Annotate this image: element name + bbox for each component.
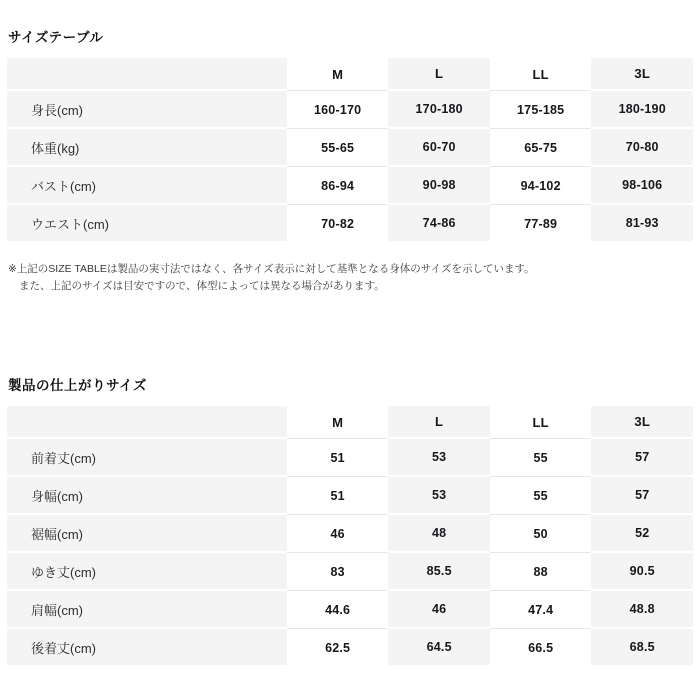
table-row-waist xyxy=(7,205,693,243)
table-row-bust xyxy=(7,167,693,205)
row-label: 前着丈(cm) xyxy=(7,439,287,477)
cell-value: 50 xyxy=(490,515,592,553)
table-row-front-length xyxy=(7,439,693,477)
table-row-shoulder-width xyxy=(7,591,693,629)
row-label: 身長(cm) xyxy=(7,91,287,129)
finished-size-table-title: 製品の仕上がりサイズ xyxy=(8,378,147,393)
cell-value: 81-93 xyxy=(591,205,693,243)
cell-value: 51 xyxy=(287,439,389,477)
cell-value: 55 xyxy=(490,439,592,477)
size-table-col-ll: LL xyxy=(490,58,592,91)
cell-value: 65-75 xyxy=(490,129,592,167)
table-row-hem-width xyxy=(7,515,693,553)
cell-value: 44.6 xyxy=(287,591,389,629)
size-table-note xyxy=(8,261,693,295)
cell-value: 90-98 xyxy=(388,167,490,205)
row-label: 体重(kg) xyxy=(7,129,287,167)
row-label: バスト(cm) xyxy=(7,167,287,205)
cell-value: 53 xyxy=(388,439,490,477)
row-label: 後着丈(cm) xyxy=(7,629,287,667)
table-row-weight xyxy=(7,129,693,167)
row-label: 身幅(cm) xyxy=(7,477,287,515)
cell-value: 57 xyxy=(591,477,693,515)
cell-value: 55 xyxy=(490,477,592,515)
cell-value: 90.5 xyxy=(591,553,693,591)
cell-value: 66.5 xyxy=(490,629,592,667)
cell-value: 83 xyxy=(287,553,389,591)
finished-size-corner-cell xyxy=(7,406,287,439)
row-label: 裾幅(cm) xyxy=(7,515,287,553)
cell-value: 160-170 xyxy=(287,91,389,129)
cell-value: 77-89 xyxy=(490,205,592,243)
finished-size-col-m: M xyxy=(287,406,389,439)
cell-value: 98-106 xyxy=(591,167,693,205)
finished-size-col-l: L xyxy=(388,406,490,439)
cell-value: 74-86 xyxy=(388,205,490,243)
cell-value: 46 xyxy=(388,591,490,629)
cell-value: 170-180 xyxy=(388,91,490,129)
size-table-title: サイズテーブル xyxy=(8,30,104,45)
cell-value: 62.5 xyxy=(287,629,389,667)
cell-value: 86-94 xyxy=(287,167,389,205)
cell-value: 47.4 xyxy=(490,591,592,629)
cell-value: 60-70 xyxy=(388,129,490,167)
cell-value: 48 xyxy=(388,515,490,553)
finished-size-col-3l: 3L xyxy=(591,406,693,439)
row-label: ウエスト(cm) xyxy=(7,205,287,243)
cell-value: 46 xyxy=(287,515,389,553)
cell-value: 68.5 xyxy=(591,629,693,667)
size-table-header-row xyxy=(7,58,693,91)
cell-value: 51 xyxy=(287,477,389,515)
size-table-col-l: L xyxy=(388,58,490,91)
size-table xyxy=(7,58,693,243)
cell-value: 53 xyxy=(388,477,490,515)
cell-value: 48.8 xyxy=(591,591,693,629)
row-label: 肩幅(cm) xyxy=(7,591,287,629)
table-row-sleeve-length xyxy=(7,553,693,591)
cell-value: 70-82 xyxy=(287,205,389,243)
cell-value: 55-65 xyxy=(287,129,389,167)
note-line-2: また、上記のサイズは目安ですので、体型によっては異なる場合があります。 xyxy=(19,280,385,292)
finished-size-table xyxy=(7,406,693,667)
cell-value: 57 xyxy=(591,439,693,477)
finished-size-header-row xyxy=(7,406,693,439)
note-line-1: ※上記のSIZE TABLEは製品の実寸法ではなく、各サイズ表示に対して基準となる身体のサイズを示しています。 xyxy=(8,263,535,275)
finished-size-col-ll: LL xyxy=(490,406,592,439)
cell-value: 70-80 xyxy=(591,129,693,167)
size-table-corner-cell xyxy=(7,58,287,91)
table-row-height xyxy=(7,91,693,129)
cell-value: 64.5 xyxy=(388,629,490,667)
cell-value: 180-190 xyxy=(591,91,693,129)
cell-value: 85.5 xyxy=(388,553,490,591)
table-row-body-width xyxy=(7,477,693,515)
size-table-col-m: M xyxy=(287,58,389,91)
cell-value: 88 xyxy=(490,553,592,591)
size-table-col-3l: 3L xyxy=(591,58,693,91)
table-row-back-length xyxy=(7,629,693,667)
cell-value: 94-102 xyxy=(490,167,592,205)
cell-value: 175-185 xyxy=(490,91,592,129)
cell-value: 52 xyxy=(591,515,693,553)
row-label: ゆき丈(cm) xyxy=(7,553,287,591)
